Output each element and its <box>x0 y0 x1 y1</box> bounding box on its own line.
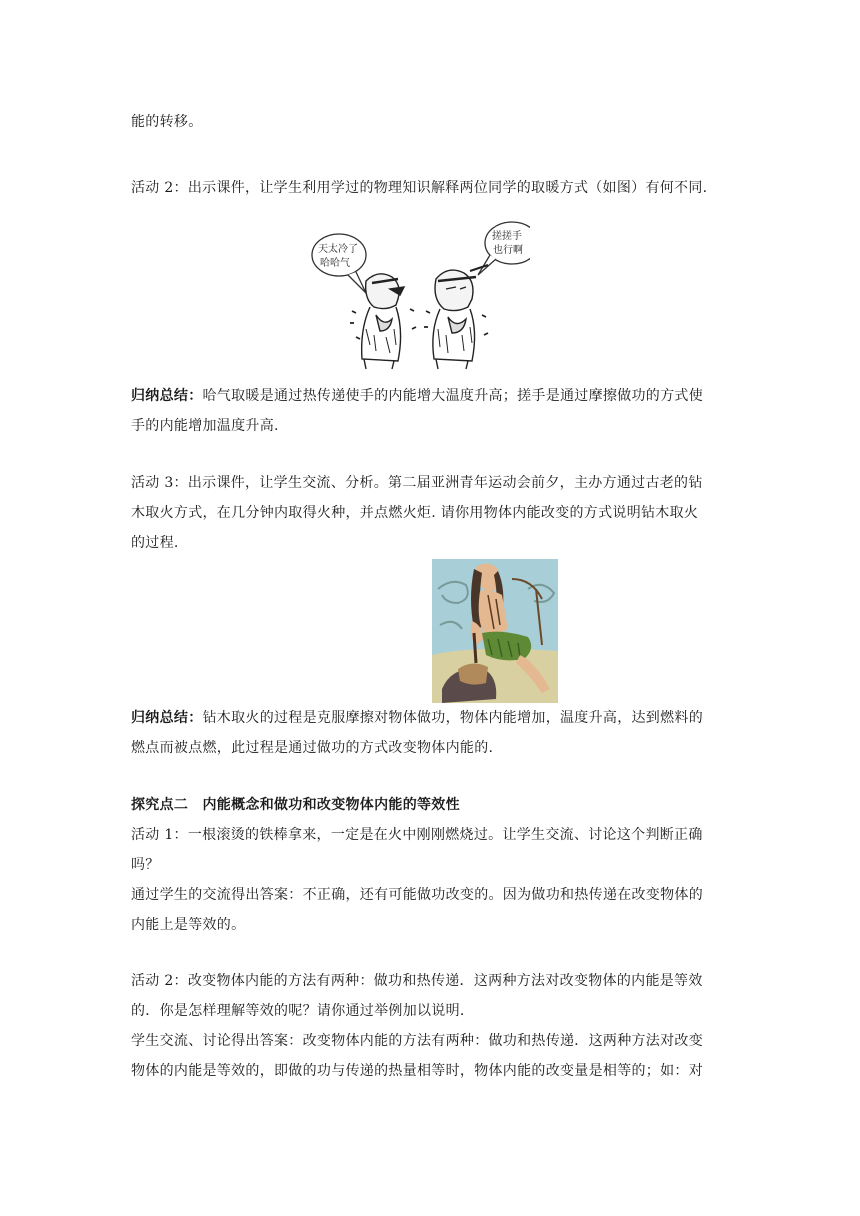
text-line: 的过程. <box>131 535 179 551</box>
bubble-right-line2: 也行啊 <box>493 245 523 256</box>
summary-text: 钻木取火的过程是克服摩擦对物体做功，物体内能增加，温度升高，达到燃料的 <box>202 710 703 726</box>
text-line: 吗？ <box>131 857 160 873</box>
paragraph-activity-3 <box>131 468 731 558</box>
fire-drilling-illustration <box>432 559 558 703</box>
text-line: 内能上是等效的。 <box>131 917 246 933</box>
text-line: 学生交流、讨论得出答案：改变物体内能的方法有两种：做功和热传递．这两种方法对改变 <box>131 1033 703 1049</box>
student-right-figure <box>424 265 488 369</box>
text-line: 木取火方式，在几分钟内取得火种，并点燃火炬. 请你用物体内能改变的方式说明钻木取火 <box>131 505 699 521</box>
bubble-left-line1: 天太冷了 <box>318 244 358 255</box>
paragraph-intro <box>131 107 731 137</box>
text-line <box>131 703 731 733</box>
text-line <box>131 381 731 411</box>
text-line: 物体的内能是等效的，即做的功与传递的热量相等时，物体内能的改变量是相等的；如：对 <box>131 1063 703 1079</box>
text-line: 燃点而被点燃，此过程是通过做功的方式改变物体内能的. <box>131 740 494 756</box>
section-heading: 探究点二 内能概念和做功和改变物体内能的等效性 <box>131 797 460 813</box>
paragraph-summary-2 <box>131 703 731 763</box>
summary-text: 哈气取暖是通过热传递使手的内能增大温度升高；搓手是通过摩擦做功的方式使 <box>202 388 703 404</box>
text-line: 能的转移。 <box>131 114 203 130</box>
section-2 <box>131 790 731 940</box>
summary-label: 归纳总结： <box>131 710 203 726</box>
paragraph-summary-1 <box>131 381 731 441</box>
text-line: 手的内能增加温度升高. <box>131 418 279 434</box>
text-line: 通过学生的交流得出答案：不正确，还有可能做功改变的。因为做功和热传递在改变物体的 <box>131 887 703 903</box>
student-left-figure <box>350 274 416 369</box>
text-line: 活动 3：出示课件，让学生交流、分析。第二届亚洲青年运动会前夕，主办方通过古老的钻 <box>131 475 703 491</box>
text-line: 活动 1：一根滚烫的铁棒拿来，一定是在火中刚刚燃烧过。让学生交流、讨论这个判断正确 <box>131 827 703 843</box>
paragraph-activity-2 <box>131 173 731 203</box>
text-line: 活动 2：出示课件，让学生利用学过的物理知识解释两位同学的取暖方式（如图）有何不同. <box>131 180 708 196</box>
text-line: 活动 2：改变物体内能的方法有两种：做功和热传递．这两种方法对改变物体的内能是等效 <box>131 973 703 989</box>
paragraph-activity-2b <box>131 966 731 1086</box>
warming-hands-illustration <box>306 219 530 371</box>
bubble-left-line2: 哈哈气 <box>320 258 350 269</box>
text-line: 的．你是怎样理解等效的呢？请你通过举例加以说明. <box>131 1003 465 1019</box>
bubble-right-line1: 搓搓手 <box>492 231 522 242</box>
summary-label: 归纳总结： <box>131 388 203 404</box>
